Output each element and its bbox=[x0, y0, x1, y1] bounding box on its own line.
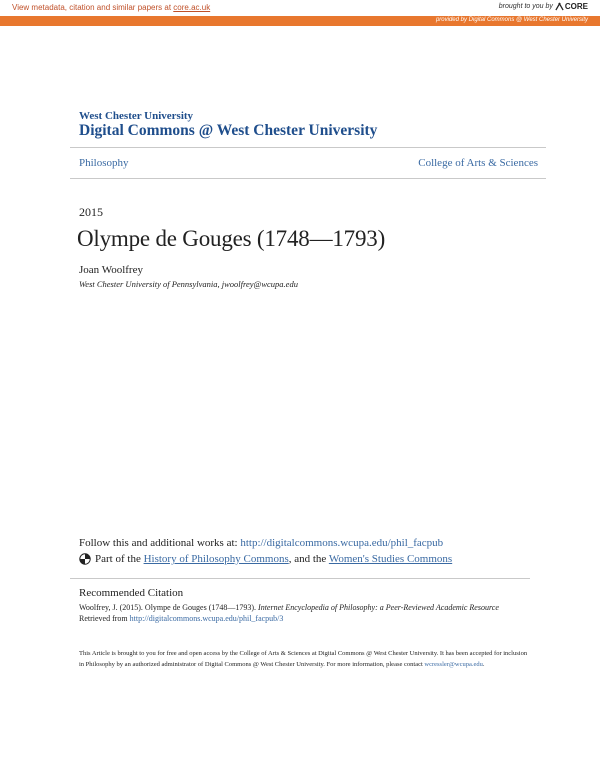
divider-nav bbox=[70, 178, 546, 179]
citation-heading: Recommended Citation bbox=[79, 587, 184, 599]
institution-name[interactable]: West Chester University bbox=[79, 110, 194, 122]
view-metadata-text bbox=[12, 3, 210, 12]
divider-citation bbox=[70, 578, 530, 579]
divider-top bbox=[70, 147, 546, 148]
author-affiliation: West Chester University of Pennsylvania, jwoolfrey@wcupa.edu bbox=[79, 279, 298, 289]
core-logo-text: CORE bbox=[564, 2, 588, 11]
notice-end: . bbox=[482, 661, 485, 668]
provided-by-text: provided by Digital Commons @ West Chester University bbox=[435, 17, 588, 23]
repository-name[interactable]: Digital Commons @ West Chester University bbox=[79, 122, 378, 139]
notice-text: This Article is brought to you for free and open access by the College of Arts & Sciences at Digital Commons @ West Chester University. It has been accepted for inclusion in Philosophy by an authorized administrator of Digital Commons @ West Chester University. For more information, please contact bbox=[79, 650, 528, 668]
follow-line bbox=[79, 537, 443, 549]
nav-philosophy-link[interactable]: Philosophy bbox=[79, 157, 129, 169]
follow-url-link[interactable]: http://digitalcommons.wcupa.edu/phil_facpub bbox=[240, 537, 444, 549]
publication-year: 2015 bbox=[79, 205, 103, 219]
core-header bbox=[0, 0, 600, 16]
citation-line-2 bbox=[79, 613, 499, 624]
citation-url-link[interactable]: http://digitalcommons.wcupa.edu/phil_facpub/3 bbox=[129, 614, 284, 623]
contact-email-link[interactable]: wcressler@wcupa.edu bbox=[424, 661, 483, 668]
nav-college-link[interactable]: College of Arts & Sciences bbox=[418, 157, 538, 169]
womens-studies-commons-link[interactable]: Women's Studies Commons bbox=[328, 553, 453, 565]
citation-plain: Woolfrey, J. (2015). Olympe de Gouges (1748—1793). bbox=[79, 603, 259, 612]
author-name: Joan Woolfrey bbox=[79, 264, 143, 276]
citation-source: Internet Encyclopedia of Philosophy: a Peer-Reviewed Academic Resource bbox=[258, 603, 499, 612]
citation-retrieved-prefix: Retrieved from bbox=[79, 614, 130, 623]
core-provided-bar bbox=[0, 16, 600, 26]
core-link[interactable]: core.ac.uk bbox=[173, 3, 211, 12]
follow-label: Follow this and additional works at: bbox=[79, 537, 241, 549]
core-logo[interactable] bbox=[555, 2, 588, 11]
access-notice bbox=[79, 648, 529, 670]
brought-to-you bbox=[499, 2, 588, 11]
part-of-prefix: Part of the bbox=[95, 553, 144, 565]
part-of-line bbox=[79, 553, 452, 565]
citation-line-1 bbox=[79, 602, 499, 613]
core-logo-icon bbox=[555, 2, 564, 11]
part-of-mid: , and the bbox=[288, 553, 329, 565]
citation-body bbox=[79, 602, 499, 624]
article-title: Olympe de Gouges (1748—1793) bbox=[77, 226, 386, 251]
history-of-philosophy-commons-link[interactable]: History of Philosophy Commons bbox=[143, 553, 289, 565]
view-metadata-prefix: View metadata, citation and similar papers at bbox=[12, 3, 174, 12]
brought-to-you-label: brought to you by bbox=[498, 3, 553, 10]
commons-network-icon bbox=[79, 553, 91, 565]
